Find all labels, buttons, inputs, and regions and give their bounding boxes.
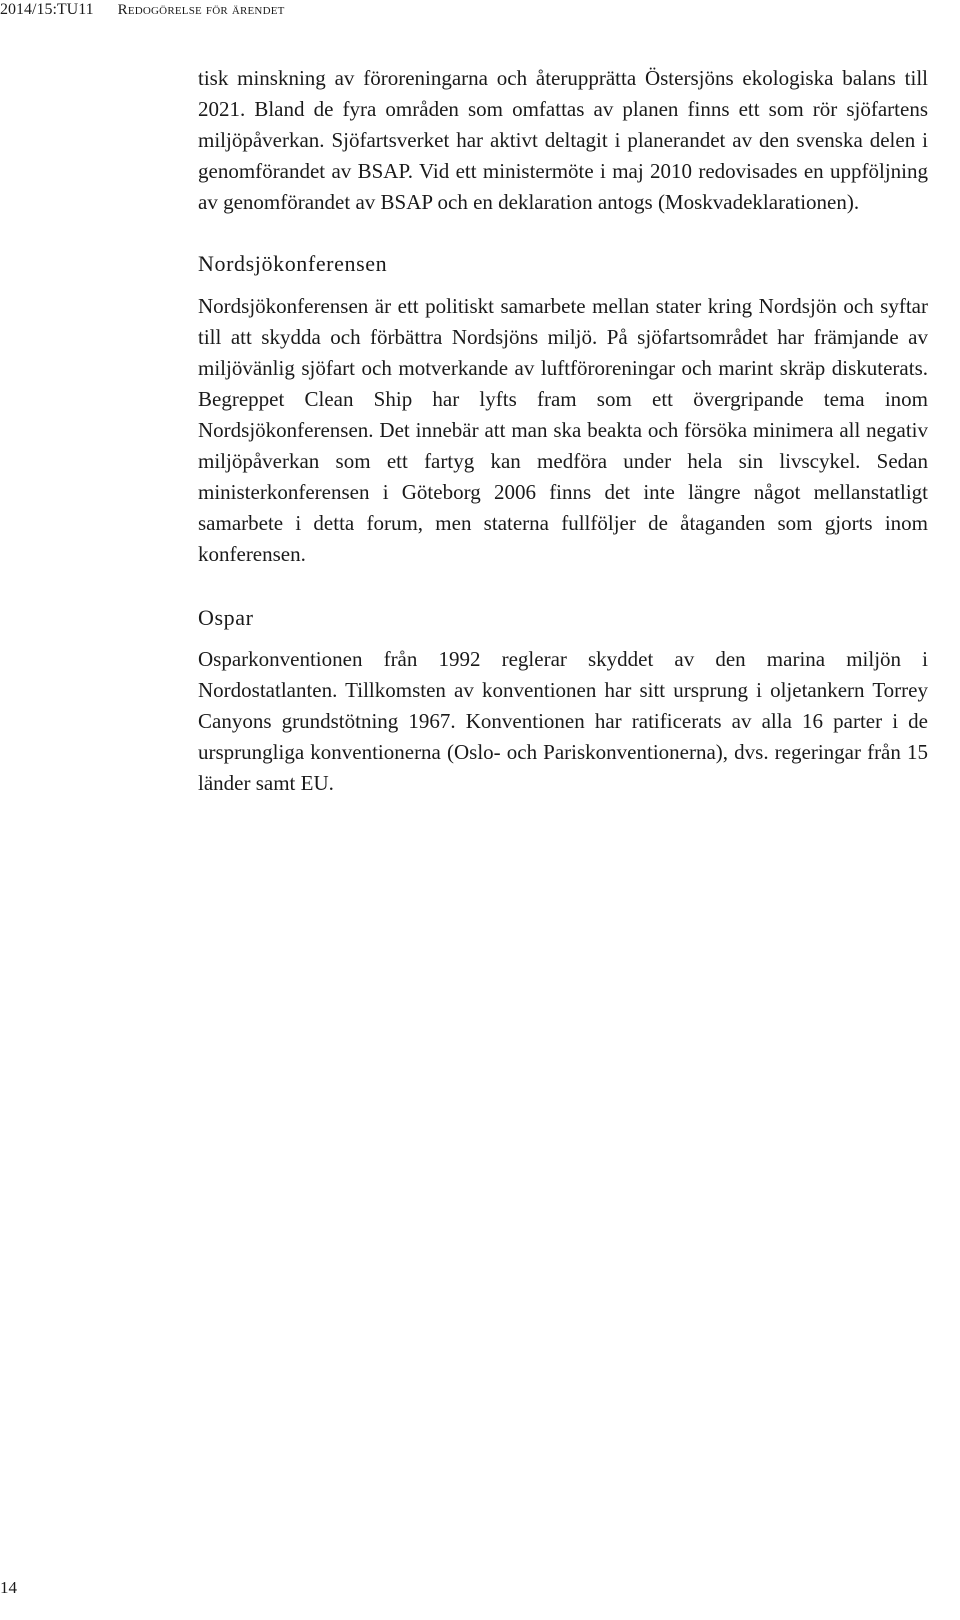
- page-number: 14: [0, 1578, 17, 1597]
- section-paragraph-nordsjokonferensen: Nordsjökonferensen är ett politiskt samarbete mellan stater kring Nordsjön och syftar till att skydda och förbättra Nordsjöns miljö. På sjöfartsområdet har främjande av miljövänlig sjöfart och motverkande av luftföroreningar och marint skräp diskuterats. Begreppet Clean Ship har lyfts fram som ett övergripande tema inom Nordsjökonferensen. Det innebär att man ska beakta och försöka minimera all negativ miljöpåverkan som ett fartyg kan medföra under hela sin livscykel. Sedan ministerkonferensen i Göteborg 2006 finns det inte längre något mellanstatligt samarbete i detta forum, men staterna fullföljer de åtaganden som gjorts inom konferensen.: [198, 294, 928, 566]
- running-header: [0, 0, 285, 20]
- section-title: Redogörelse för ärendet: [117, 2, 285, 18]
- section-paragraph-ospar: Osparkonventionen från 1992 reglerar skyddet av den marina miljön i Nordostatlanten. Tillkomsten av konventionen har sitt ursprung i oljetankern Torrey Canyons grundstötning 1967. Konventionen har ratificerats av alla 16 parter i de ursprungliga konventionerna (Oslo- och Pariskonventionerna), dvs. regeringar från 15 länder samt EU.: [198, 647, 928, 795]
- document-id: 2014/15:TU11: [0, 1, 94, 18]
- section-heading-ospar: Ospar: [198, 605, 254, 630]
- section-heading-nordsjokonferensen: Nordsjökonferensen: [198, 251, 388, 276]
- main-text: [198, 63, 928, 799]
- intro-paragraph: tisk minskning av föroreningarna och återupprätta Östersjöns ekologiska balans till 2021. Bland de fyra områden som omfattas av planen finns ett som rör sjöfartens miljöpåverkan. Sjöfartsverket har aktivt deltagit i planerandet av den svenska delen i genomförandet av BSAP. Vid ett ministermöte i maj 2010 redovisades en uppföljning av genomförandet av BSAP och en deklaration antogs (Moskvadeklarationen).: [198, 66, 928, 214]
